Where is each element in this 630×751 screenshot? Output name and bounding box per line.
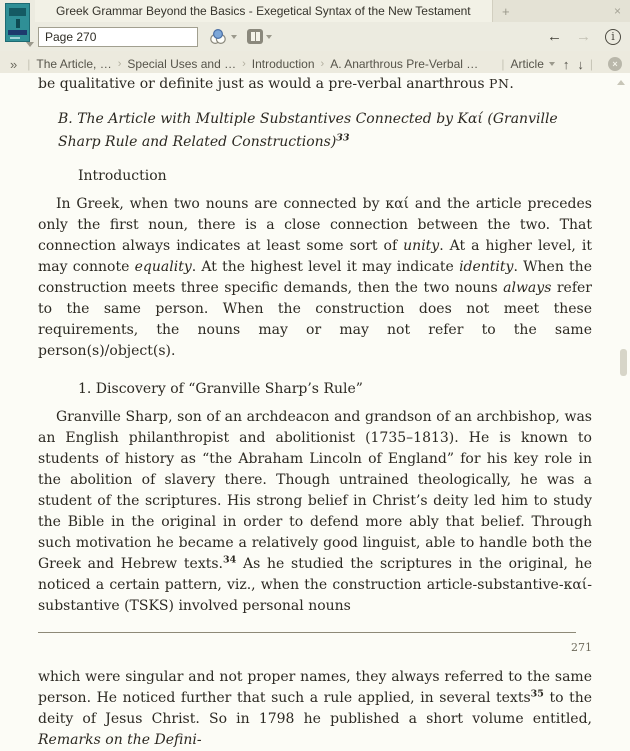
book-cover-title-band [9,8,26,16]
paragraph-continuation: be qualitative or definite just as would a pre-verbal anarthrous PN. [38,76,514,92]
resource-cover-thumbnail[interactable] [5,3,30,42]
book-cover-navy-band [8,30,27,35]
breadcrumb-separator-icon: › [117,58,122,70]
article-unit-dropdown[interactable]: Article [510,57,544,71]
new-tab-button[interactable]: + [502,3,510,19]
divider: | [589,57,593,71]
breadcrumb-item[interactable]: Introduction [251,57,315,71]
section-heading-b: B. The Article with Multiple Substantives Connected by Καί (Granville Sharp Rule and Related Constructions)$^{33}$ [58,111,558,150]
toolbar [35,22,630,51]
tab-strip [35,0,630,22]
breadcrumb-separator-icon: › [242,58,246,70]
window-chrome [0,0,630,51]
info-icon[interactable]: i [605,29,621,45]
body-paragraph: Granville Sharp, son of an archdeacon and grandson of an archbishop, was an English philanthropist and abolitionist (1735–1813). He is known to students of history as “the Abraham Lincoln of England” for his key role in the abolition of slavery there. Though untrained theologically, he was a student of the scriptures. His strong belief in Christ’s deity led him to study the Bible in the original in order to defend more ably that belief. Through such motivation he became a relatively good linguist, able to handle both the Greek and Hebrew texts.$^{34}$ As he studied the scriptures in the original, he noticed a certain pattern, viz., when the construction article-substantive-καί-substantive (TSKS) involved personal nouns [38,409,592,614]
parallel-resources-button[interactable] [247,29,272,44]
body-paragraph: which were singular and not proper names, they always referred to the same person. He noticed further that such a rule applied, in several texts$^{35}$ to the deity of Jesus Christ. So in 1798 he published a short volume entitled, Remarks on the Defini- [38,669,592,748]
body-paragraph: In Greek, when two nouns are connected by καί and the article precedes only the first noun, there is a close connection between the two. That connection always indicates at least some sort of unity. At a higher level, it may connote equality. At the highest level it may indicate identity. When the construction meets three specific demands, then the two nouns always refer to the same person. When the construction does not meet these requirements, the nouns may or may not refer to the same person(s)/object(s). [38,196,592,359]
book-cover-author-line [10,37,20,39]
locator-controls [495,57,622,72]
resource-menu-caret-icon[interactable] [26,42,34,47]
page-break [38,632,592,658]
chevron-down-icon [231,35,237,39]
next-article-button[interactable]: ↓ [577,56,584,72]
reader-pane [0,73,630,748]
book-cover-figure [16,19,20,28]
divider: | [501,57,505,71]
chevron-down-icon [549,62,555,66]
reader-body [38,73,592,751]
divider: | [27,57,31,71]
introduction-heading: Introduction [78,168,167,184]
page-reference-input[interactable] [38,27,198,47]
visual-filters-icon [208,27,228,47]
breadcrumb-item[interactable]: A. Anarthrous Pre-Verbal … [330,57,479,71]
visual-filters-button[interactable] [208,27,237,47]
page-number: 271 [571,641,592,654]
breadcrumb-item[interactable]: The Article, … [36,57,112,71]
previous-article-button[interactable]: ↑ [562,56,570,72]
tab-strip-empty [493,0,630,22]
close-locator-icon[interactable]: × [608,57,622,71]
close-panel-icon[interactable]: × [613,4,621,18]
discovery-heading: 1. Discovery of “Granville Sharp’s Rule” [78,381,363,397]
breadcrumb-item[interactable]: Special Uses and … [127,57,237,71]
parallel-columns-icon [247,29,263,44]
breadcrumb-separator-icon: › [320,58,325,70]
history-forward-button[interactable]: → [576,28,591,45]
history-back-button[interactable]: ← [547,28,562,45]
chevron-down-icon [266,35,272,39]
scroll-up-arrow-icon[interactable] [617,80,625,85]
tab-resource[interactable] [35,0,493,22]
page-break-rule [38,632,576,633]
scrollbar-thumb[interactable] [620,349,627,376]
expand-toc-button[interactable]: » [10,56,18,72]
tab-title: Greek Grammar Beyond the Basics - Exegetical Syntax of the New Testament [56,4,471,18]
